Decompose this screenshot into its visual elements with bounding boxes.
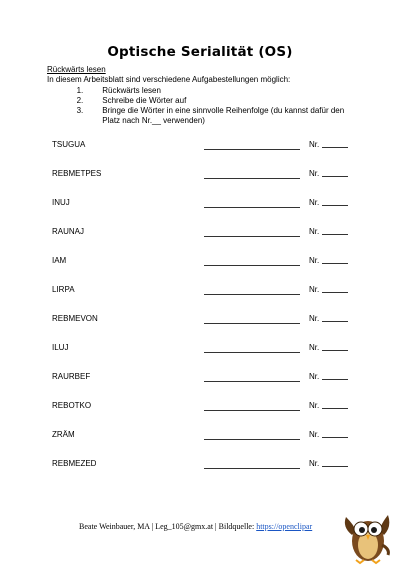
reversed-word: REBMEZED: [52, 459, 97, 468]
number-field: [309, 372, 348, 381]
reversed-word: ILUJ: [52, 343, 69, 352]
word-row: [0, 314, 400, 326]
word-row: [0, 285, 400, 297]
reversed-word: TSUGUA: [52, 140, 86, 149]
reversed-word: RAUNAJ: [52, 227, 85, 236]
number-field: [309, 140, 348, 149]
number-blank[interactable]: [322, 344, 348, 351]
word-row: [0, 140, 400, 152]
number-label: Nr.: [309, 430, 320, 439]
answer-line[interactable]: [204, 323, 300, 324]
number-label: Nr.: [309, 459, 320, 468]
reversed-word: LIRPA: [52, 285, 75, 294]
answer-line[interactable]: [204, 178, 300, 179]
number-label: Nr.: [309, 227, 320, 236]
answer-line[interactable]: [204, 468, 300, 469]
footer-link[interactable]: https://openclipar: [256, 522, 313, 531]
footer: [79, 522, 312, 531]
task-number: 2.: [76, 96, 84, 105]
number-field: [309, 256, 348, 265]
number-field: [309, 285, 348, 294]
number-blank[interactable]: [322, 199, 348, 206]
number-field: [309, 198, 348, 207]
word-row: [0, 256, 400, 268]
answer-line[interactable]: [204, 439, 300, 440]
footer-text: Beate Weinbauer, MA | Leg_105@gmx.at | Bildquelle:: [79, 522, 257, 531]
word-row: [0, 198, 400, 210]
number-blank[interactable]: [322, 257, 348, 264]
number-label: Nr.: [309, 343, 320, 352]
reversed-word: RAURBEF: [52, 372, 91, 381]
word-row: [0, 459, 400, 471]
task-text: Bringe die Wörter in eine sinnvolle Reihenfolge (du kannst dafür den Platz nach Nr.__ verwenden): [102, 106, 345, 125]
word-row: [0, 430, 400, 442]
number-field: [309, 227, 348, 236]
owl-clipart-icon: [338, 505, 394, 565]
number-blank[interactable]: [322, 373, 348, 380]
number-field: [309, 401, 348, 410]
number-field: [309, 430, 348, 439]
reversed-word: REBMEVON: [52, 314, 98, 323]
section-subtitle: Rückwärts lesen: [47, 65, 106, 74]
number-label: Nr.: [309, 169, 320, 178]
number-field: [309, 169, 348, 178]
number-label: Nr.: [309, 198, 320, 207]
reversed-word: IAM: [52, 256, 67, 265]
reversed-word: REBMETPES: [52, 169, 102, 178]
word-row: [0, 343, 400, 355]
answer-line[interactable]: [204, 352, 300, 353]
number-blank[interactable]: [322, 228, 348, 235]
answer-line[interactable]: [204, 236, 300, 237]
number-blank[interactable]: [322, 286, 348, 293]
word-row: [0, 401, 400, 413]
number-blank[interactable]: [322, 315, 348, 322]
task-number: 1.: [76, 86, 84, 95]
reversed-word: REBOTKO: [52, 401, 92, 410]
number-field: [309, 314, 348, 323]
answer-line[interactable]: [204, 294, 300, 295]
number-label: Nr.: [309, 140, 320, 149]
number-field: [309, 343, 348, 352]
word-row: [0, 227, 400, 239]
task-number: 3.: [76, 106, 84, 115]
number-blank[interactable]: [322, 170, 348, 177]
number-label: Nr.: [309, 372, 320, 381]
answer-line[interactable]: [204, 207, 300, 208]
word-row: [0, 169, 400, 181]
number-blank[interactable]: [322, 141, 348, 148]
reversed-word: ZRÄM: [52, 430, 75, 439]
answer-line[interactable]: [204, 381, 300, 382]
answer-line[interactable]: [204, 149, 300, 150]
answer-line[interactable]: [204, 265, 300, 266]
number-blank[interactable]: [322, 460, 348, 467]
number-label: Nr.: [309, 314, 320, 323]
number-blank[interactable]: [322, 402, 348, 409]
number-label: Nr.: [309, 256, 320, 265]
task-text: Schreibe die Wörter auf: [102, 96, 187, 105]
page-title: Optische Serialität (OS): [107, 44, 293, 60]
number-label: Nr.: [309, 285, 320, 294]
word-row: [0, 372, 400, 384]
task-text: Rückwärts lesen: [102, 86, 161, 95]
number-blank[interactable]: [322, 431, 348, 438]
intro-text: In diesem Arbeitsblatt sind verschiedene Aufgabestellungen möglich:: [47, 75, 291, 84]
answer-line[interactable]: [204, 410, 300, 411]
number-field: [309, 459, 348, 468]
reversed-word: INUJ: [52, 198, 70, 207]
number-label: Nr.: [309, 401, 320, 410]
